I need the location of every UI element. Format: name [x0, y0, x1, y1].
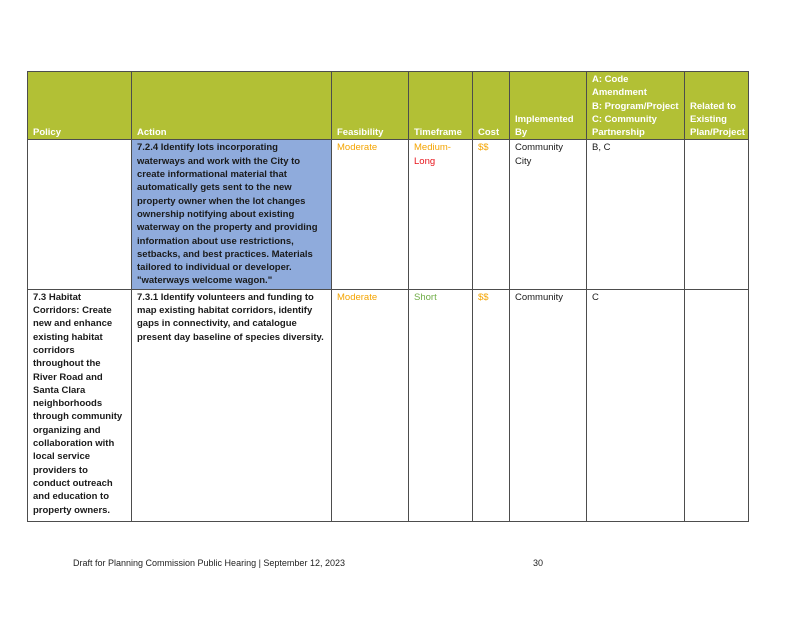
policy-line: and education to	[33, 491, 109, 503]
page-number: 30	[533, 558, 544, 568]
header-related-line: Plan/Project	[690, 127, 745, 139]
policy-line: conduct outreach	[33, 477, 113, 489]
policy-line: new and enhance	[33, 318, 113, 330]
header-type-line: A: Code	[592, 74, 629, 85]
policy-cell-empty	[28, 140, 132, 289]
policy-line: collaboration with	[33, 438, 115, 450]
header-type-line: C: Community	[592, 113, 657, 125]
action-cell-7-3-1: 7.3.1 Identify volunteers and funding to map existing habitat corridors, identify gaps in connectivity, and catalogue present day baseline of species diversity.	[132, 289, 332, 521]
header-type-line: Amendment	[592, 87, 647, 99]
implemented-by-cell: Community	[510, 289, 587, 521]
action-type-cell: B, C	[587, 140, 685, 289]
timeframe-cell: Short	[409, 289, 473, 521]
policy-line: corridors	[33, 344, 75, 356]
cost-cell: $$	[473, 289, 510, 521]
policy-line: providers to	[33, 464, 88, 476]
implementation-table	[27, 71, 749, 522]
timeframe-cell	[409, 140, 473, 289]
table-header-row	[28, 72, 749, 140]
header-action: Action	[132, 72, 332, 140]
policy-line: throughout the	[33, 358, 101, 370]
header-related-line: Related to	[690, 100, 736, 112]
policy-cell-7-3	[28, 289, 132, 521]
header-related-line: Existing	[690, 113, 727, 125]
policy-line: through community	[33, 411, 123, 423]
header-action-type	[587, 72, 685, 140]
feasibility-cell: Moderate	[332, 140, 409, 289]
policy-line: organizing and	[33, 424, 101, 436]
footer-text: Draft for Planning Commission Public Hearing | September 12, 2023	[73, 558, 345, 568]
policy-line: Corridors: Create	[33, 305, 112, 317]
policy-line: Santa Clara	[33, 384, 86, 396]
feasibility-cell: Moderate	[332, 289, 409, 521]
policy-line: neighborhoods	[33, 398, 103, 410]
policy-line: 7.3 Habitat	[33, 291, 82, 303]
policy-line: River Road and	[33, 371, 103, 383]
header-policy: Policy	[28, 72, 132, 140]
timeframe-medium: Medium-	[414, 142, 451, 154]
header-type-line: Partnership	[592, 127, 645, 139]
header-implemented-by: Implemented By	[510, 72, 587, 140]
header-cost: Cost	[473, 72, 510, 140]
policy-line: existing habitat	[33, 331, 103, 343]
related-cell	[685, 289, 749, 521]
related-cell	[685, 140, 749, 289]
cost-cell: $$	[473, 140, 510, 289]
header-related	[685, 72, 749, 140]
table-row	[28, 289, 749, 521]
policy-line: property owners.	[33, 504, 111, 516]
policy-line: local service	[33, 451, 91, 463]
header-type-line: B: Program/Project	[592, 100, 679, 112]
action-cell-7-2-4: 7.2.4 Identify lots incorporating waterways and work with the City to create informational material that automatically gets sent to the new property owner when the lot changes ownership notifying about existing waterway on the property and providing information about use restrictions, setbacks, and best practices. Materials tailored to individual or developer. "waterways welcome wagon."	[132, 140, 332, 289]
header-timeframe: Timeframe	[409, 72, 473, 140]
implemented-by-cell: Community City	[510, 140, 587, 289]
table-row	[28, 140, 749, 289]
header-feasibility: Feasibility	[332, 72, 409, 140]
timeframe-long: Long	[414, 155, 436, 167]
action-type-cell: C	[587, 289, 685, 521]
